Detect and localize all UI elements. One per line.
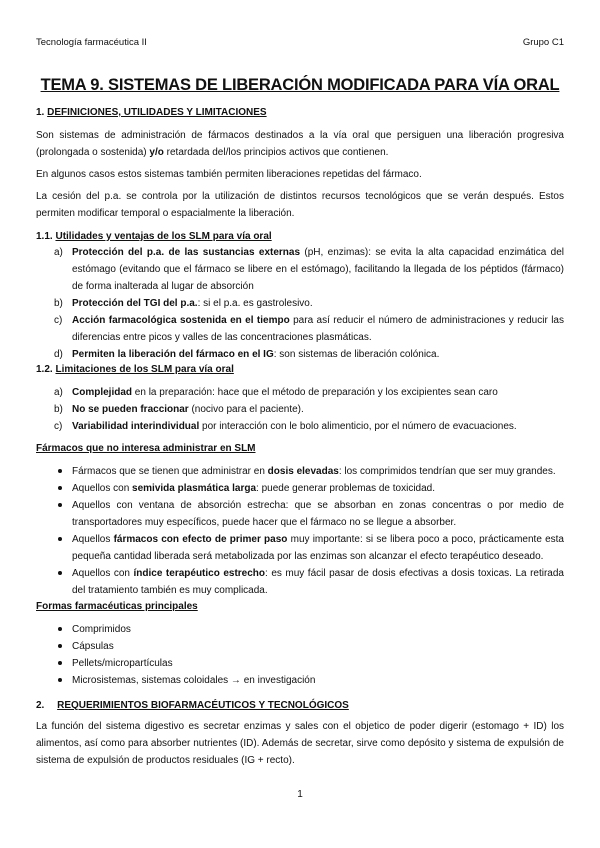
bullet-pre: Aquellos con (72, 483, 133, 494)
paragraph-release-control: La cesión del p.a. se controla por la utilización de distintos recursos tecnológicos que se verán después. Estos permiten modificar temporal o espacialmente la liberación. (36, 191, 564, 219)
list-item (36, 418, 564, 435)
bullet-item (36, 463, 564, 480)
page-number: 1 (297, 789, 303, 800)
bullet-icon (58, 571, 62, 575)
list-item-term: No se pueden fraccionar (72, 404, 189, 415)
section-number: 1. (36, 107, 45, 118)
advantages-list (36, 244, 564, 363)
bullet-text: Pellets/micropartículas (72, 658, 173, 669)
list-item (36, 401, 564, 418)
bullet-item (36, 531, 564, 565)
bullet-bold: dosis elevadas (267, 466, 339, 477)
list-item-text: en la preparación: hace que el método de preparación y los excipientes sean caro (132, 387, 498, 398)
list-item (36, 384, 564, 401)
list-item (36, 295, 564, 312)
list-item-term: Complejidad (72, 387, 133, 398)
bullet-pre: Aquellos con (72, 568, 134, 579)
no-slm-list (36, 463, 564, 599)
subsection-1-2-heading: 1.2. Limitaciones de los SLM para vía oral (36, 364, 234, 375)
bullet-item (36, 672, 564, 689)
list-item-term: Variabilidad interindividual (72, 421, 200, 432)
section-title: DEFINICIONES, UTILIDADES Y LIMITACIONES (47, 107, 267, 118)
bullet-icon (58, 537, 62, 541)
paragraph-digestive-system: La función del sistema digestivo es secretar enzimas y sales con el objetico de poder digerir (estomago + ID) los alimentos, así como para absorber nutrientes (ID). Además de secretar, sirve como depósito y sistema de expulsión de sistema de expulsión de productos residuales (IG + recto). (36, 721, 564, 766)
list-marker: d) (54, 349, 63, 360)
list-item-text: para así reducir el número de administraciones y reducir las diferencias entre picos y valles de las concentraciones plasmáticas. (72, 315, 564, 343)
bullet-icon (58, 503, 62, 507)
bullet-text: : es muy fácil pasar de dosis efectivas a dosis toxicas. La retirada del tratamiento también es muy complicada. (72, 568, 564, 596)
section-2-heading: 2. REQUERIMIENTOS BIOFARMACÉUTICOS Y TECNOLÓGICOS (36, 700, 349, 711)
document-title: TEMA 9. SISTEMAS DE LIBERACIÓN MODIFICADA PARA VÍA ORAL (40, 76, 560, 94)
list-item-text: : son sistemas de liberación colónica. (273, 349, 440, 360)
list-item-text: (nocivo para el paciente). (188, 404, 304, 415)
bullet-text: Cápsulas (72, 641, 114, 652)
bullet-text: Microsistemas, sistemas coloidales → en investigación (72, 675, 316, 686)
bullet-icon (58, 486, 62, 490)
list-item-term: Protección del p.a. de las sustancias externas (72, 247, 301, 258)
subsection-1-1-heading: 1.1. Utilidades y ventajas de los SLM para vía oral (36, 231, 272, 242)
formas-heading: Formas farmacéuticas principales (36, 601, 198, 612)
list-item-text: (pH, enzimas): se evita la alta capacidad enzimática del estómago (evitando que el fármaco se libere en el estómago), facilitando la llegada de los péptidos (fármaco) de forma inalterada al lugar de absorción (72, 247, 564, 292)
paragraph-repeated-release: En algunos casos estos sistemas también permiten liberaciones repetidas del fármaco. (36, 169, 422, 180)
bullet-pre: Aquellos (72, 534, 114, 545)
no-slm-heading: Fármacos que no interesa administrar en SLM (36, 443, 256, 454)
list-marker: a) (54, 247, 63, 258)
bullet-icon (58, 644, 62, 648)
bullet-bold: semivida plasmática larga (132, 483, 257, 494)
bullet-icon (58, 469, 62, 473)
list-item (36, 312, 564, 346)
list-marker: b) (54, 298, 63, 309)
list-marker: c) (54, 315, 63, 326)
bullet-item (36, 497, 564, 531)
course-name: Tecnología farmacéutica II (36, 37, 147, 48)
list-marker: a) (54, 387, 63, 398)
limitations-list (36, 384, 564, 435)
bullet-bold: índice terapéutico estrecho (133, 568, 266, 579)
bullet-text: Comprimidos (72, 624, 131, 635)
list-item-text: por interacción con le bolo alimenticio, por el número de evacuaciones. (199, 421, 517, 432)
bullet-text: muy importante: si se libera poco a poco, prácticamente esta pequeña cantidad liberada será metabolizada por las enzimas son alcanzar el efecto terapéutico deseado. (72, 534, 564, 562)
list-item-term: Permiten la liberación del fármaco en el IG (72, 349, 274, 360)
page-header (36, 37, 564, 51)
list-item (36, 244, 564, 295)
bullet-bold: fármacos con efecto de primer paso (113, 534, 288, 545)
list-item-term: Protección del TGI del p.a. (72, 298, 198, 309)
bullet-item (36, 480, 564, 497)
group-name: Grupo C1 (522, 37, 564, 48)
list-marker: c) (54, 421, 63, 432)
bullet-item (36, 655, 564, 672)
bullet-item (36, 565, 564, 599)
section-1-heading (36, 104, 564, 121)
formas-list (36, 621, 564, 689)
list-marker: b) (54, 404, 63, 415)
bullet-pre: Fármacos que se tienen que administrar en (72, 466, 268, 477)
bullet-icon (58, 627, 62, 631)
bullet-pre: Aquellos con ventana de absorción estrecha: que se absorban en zonas concentras o por medio de transportadores muy específicos, puede hacer que el fármaco no se llegue a absorber. (72, 500, 564, 528)
bullet-icon (58, 678, 62, 682)
bullet-item (36, 621, 564, 638)
bullet-text: : los comprimidos tendrían que ser muy grandes. (338, 466, 556, 477)
bullet-text: : puede generar problemas de toxicidad. (256, 483, 436, 494)
bullet-item (36, 638, 564, 655)
paragraph-definition: Son sistemas de administración de fármacos destinados a la vía oral que persiguen una liberación progresiva (prolongada o sostenida) y/o retardada del/los principios activos que contienen. (36, 130, 564, 158)
list-item-term: Acción farmacológica sostenida en el tiempo (72, 315, 290, 326)
list-item-text: : si el p.a. es gastrolesivo. (197, 298, 313, 309)
bullet-icon (58, 661, 62, 665)
